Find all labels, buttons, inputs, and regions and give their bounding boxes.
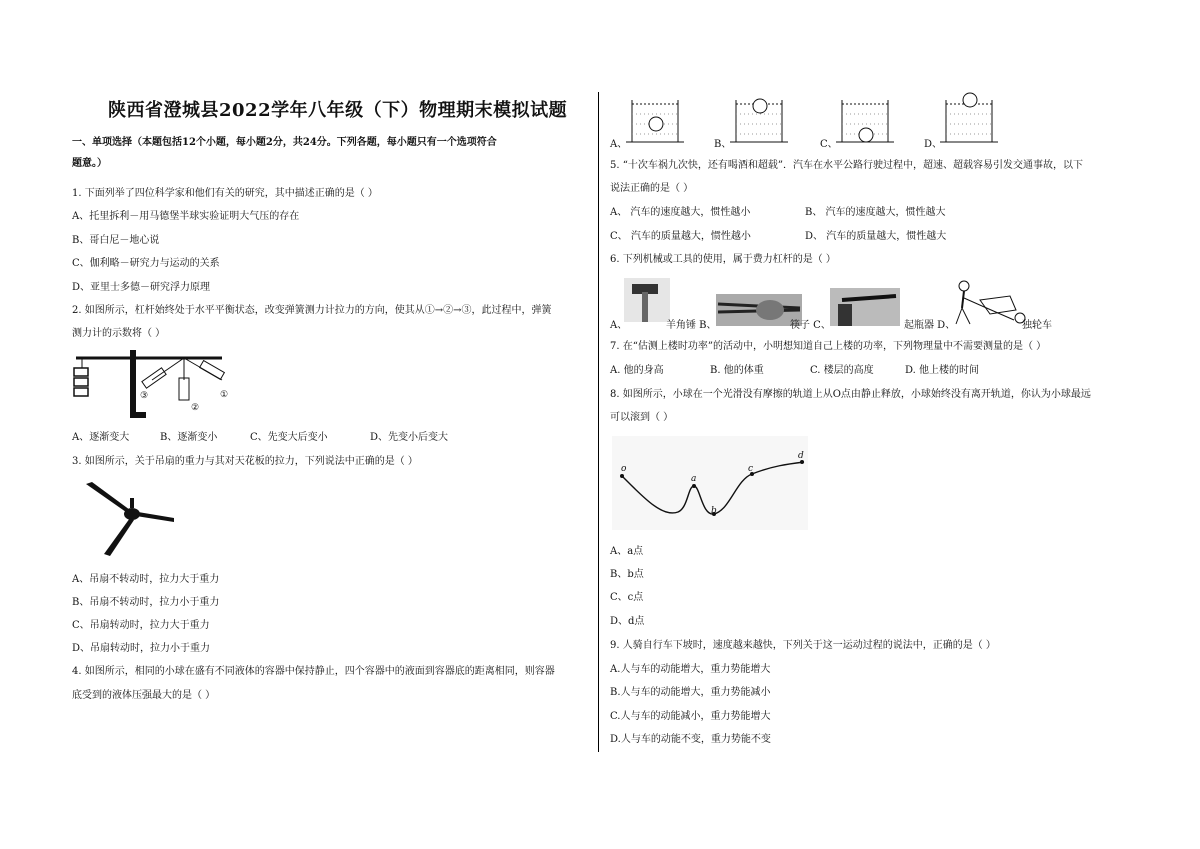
q8-option-a: A、a点: [610, 546, 644, 557]
q2-label-2: ②: [191, 403, 200, 413]
q8-stem-line1: 8. 如图所示，小球在一个光滑没有摩擦的轨道上从O点由静止释放，小球始终没有离开轨道，你认为小球最远: [610, 389, 1091, 400]
page-title: 陕西省澄城县2022学年八年级（下）物理期末模拟试题: [108, 100, 568, 121]
q5-option-b: B、 汽车的速度越大，惯性越大: [805, 207, 946, 218]
q3-option-c: C、吊扇转动时，拉力大于重力: [72, 620, 210, 631]
q8-point-d: d: [798, 451, 804, 461]
q5-option-c: C、 汽车的质量越大，惯性越小: [610, 231, 751, 242]
q1-option-a: A、托里拆利－用马德堡半球实验证明大气压的存在: [72, 211, 300, 222]
q2-label-3: ③: [140, 391, 149, 401]
q8-option-c: C、c点: [610, 592, 644, 603]
q1-option-c: C、伽利略－研究力与运动的关系: [72, 258, 220, 269]
q7-option-b: B. 他的体重: [710, 365, 764, 376]
q3-option-b: B、吊扇不转动时，拉力小于重力: [72, 597, 220, 608]
q1-option-d: D、亚里士多德－研究浮力原理: [72, 282, 211, 293]
q6-label-c: 筷子 C、: [790, 320, 831, 331]
q8-option-b: B、b点: [610, 569, 644, 580]
q3-option-d: D、吊扇转动时，拉力小于重力: [72, 643, 211, 654]
q1-stem: 1. 下面列举了四位科学家和他们有关的研究，其中描述正确的是（ ）: [72, 188, 378, 199]
lever-figure: [72, 350, 242, 422]
q8-point-b: b: [711, 506, 717, 516]
q2-label-1: ①: [220, 390, 229, 400]
q1-option-b: B、哥白尼－地心说: [72, 235, 160, 246]
q4-stem-line1: 4. 如图所示，相同的小球在盛有不同液体的容器中保持静止，四个容器中的液面到容器底的距离相同，则容器: [72, 666, 555, 677]
q2-stem-line1: 2. 如图所示，杠杆始终处于水平平衡状态，改变弹簧测力计拉力的方向，使其从①→②→③，此过程中，弹簧: [72, 305, 552, 316]
q8-track-figure: [612, 436, 812, 532]
ceiling-fan-figure: [86, 482, 176, 562]
q4-option-c: C、: [820, 139, 838, 150]
q4-option-b: B、: [714, 139, 732, 150]
q9-option-c: C.人与车的动能减小，重力势能增大: [610, 711, 771, 722]
q8-point-c: c: [748, 464, 754, 474]
section-heading-line1: 一、单项选择（本题包括12个小题，每小题2分，共24分。下列各题，每小题只有一个选项符合: [72, 137, 497, 148]
q9-option-b: B.人与车的动能增大，重力势能减小: [610, 687, 771, 698]
q6-label-e: 独轮车: [1022, 320, 1052, 331]
q2-stem-line2: 测力计的示数将（ ）: [72, 328, 166, 339]
q9-option-a: A.人与车的动能增大，重力势能增大: [610, 664, 771, 675]
q4-option-d: D、: [924, 139, 943, 150]
q6-label-a: A、: [610, 320, 628, 331]
q6-stem: 6. 下列机械或工具的使用，属于费力杠杆的是（ ）: [610, 254, 836, 265]
q2-option-d: D、先变小后变大: [370, 432, 449, 443]
q2-option-c: C、先变大后变小: [250, 432, 328, 443]
q5-stem-line2: 说法正确的是（ ）: [610, 183, 694, 194]
q5-stem-line1: 5. “十次车祸九次快，还有喝酒和超载”．汽车在水平公路行驶过程中，超速、超载容易引发交通事故，以下: [610, 160, 1083, 171]
q3-stem: 3. 如图所示，关于吊扇的重力与其对天花板的拉力，下列说法中正确的是（ ）: [72, 456, 418, 467]
q7-option-a: A. 他的身高: [610, 365, 664, 376]
q4-stem-line2: 底受到的液体压强最大的是（ ）: [72, 690, 216, 701]
column-divider: [598, 92, 599, 752]
q5-option-a: A、 汽车的速度越大，惯性越小: [610, 207, 751, 218]
q2-option-a: A、逐渐变大: [72, 432, 130, 443]
q8-point-o: o: [621, 464, 627, 474]
q9-stem: 9. 人骑自行车下坡时，速度越来越快，下列关于这一运动过程的说法中，正确的是（ ）: [610, 640, 996, 651]
q8-point-a: a: [691, 474, 697, 484]
q8-option-d: D、d点: [610, 616, 645, 627]
q3-option-a: A、吊扇不转动时，拉力大于重力: [72, 574, 220, 585]
q7-option-c: C. 楼层的高度: [810, 365, 874, 376]
q9-option-d: D.人与车的动能不变，重力势能不变: [610, 734, 771, 745]
q7-option-d: D. 他上楼的时间: [905, 365, 980, 376]
q6-label-b: 羊角锤 B、: [666, 320, 717, 331]
q8-stem-line2: 可以滚到（ ）: [610, 412, 674, 423]
q5-option-d: D、 汽车的质量越大，惯性越大: [805, 231, 947, 242]
q2-option-b: B、逐渐变小: [160, 432, 218, 443]
q6-label-d: 起瓶器 D、: [904, 320, 956, 331]
q7-stem: 7. 在“估测上楼时功率”的活动中，小明想知道自己上楼的功率，下列物理量中不需要测量的是（ ）: [610, 341, 1047, 352]
section-heading-line2: 题意。）: [72, 158, 107, 169]
q4-option-a: A、: [610, 139, 628, 150]
q4-containers-figure: [620, 92, 1020, 144]
